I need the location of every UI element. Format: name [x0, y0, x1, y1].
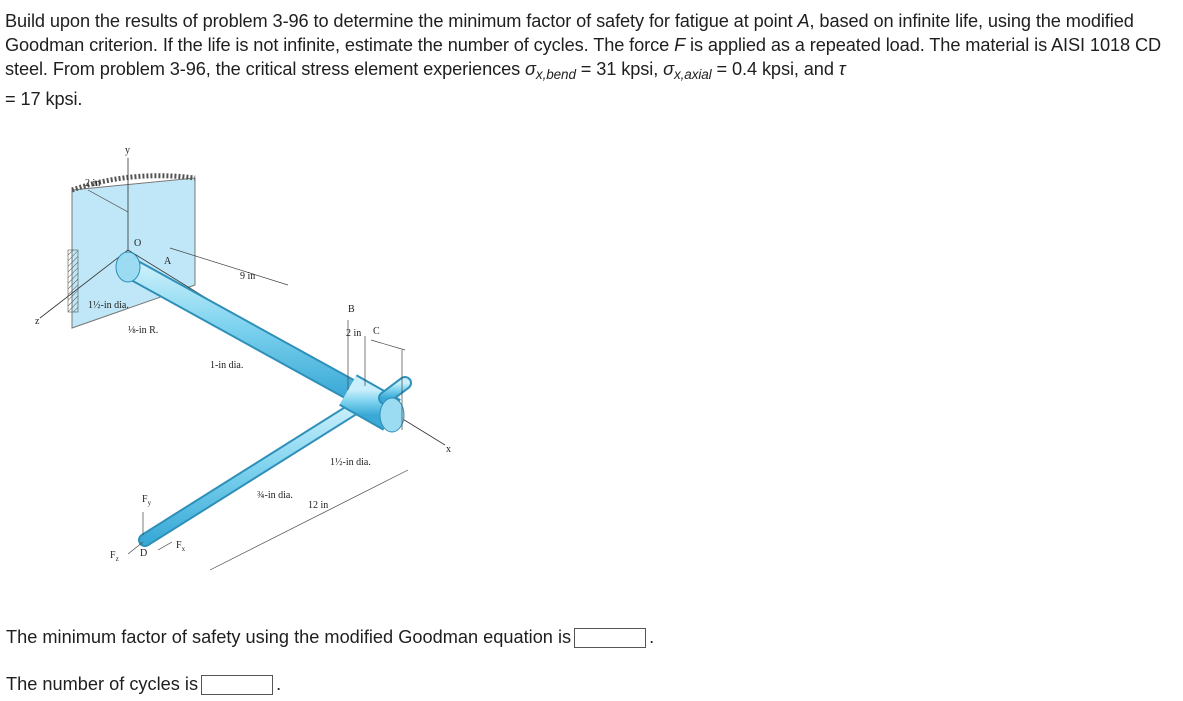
- question-2-period: .: [276, 674, 282, 694]
- force-fy-label: F: [142, 494, 148, 505]
- arm-shaft: [145, 408, 355, 540]
- sigma-bend-subscript: x,bend: [535, 67, 576, 82]
- force-fy-sub: y: [147, 499, 152, 507]
- question-factor-of-safety: [6, 625, 654, 649]
- point-label: A: [797, 11, 810, 31]
- dim-2in-top: 2 in: [85, 178, 101, 189]
- number-of-cycles-input[interactable]: [201, 675, 273, 695]
- tau-value: = 17 kpsi.: [5, 89, 83, 109]
- problem-text-3: is applied as a repeated load. The material is AISI 1018 CD steel. From problem 3-96, the critical stress element experiences: [5, 35, 1162, 79]
- x-axis-label: x: [446, 444, 451, 455]
- y-axis-label: y: [125, 145, 130, 156]
- problem-text-1: Build upon the results of problem 3-96 to determine the minimum factor of safety for fatigue at point: [5, 11, 798, 31]
- point-d-label: D: [140, 548, 148, 559]
- question-2-text: The number of cycles is: [6, 674, 199, 694]
- dim-1in-dia: 1-in dia.: [210, 360, 244, 371]
- sigma-symbol-2: σ: [663, 59, 674, 79]
- svg-text:Fy: [142, 494, 152, 507]
- dim-12in: 12 in: [308, 500, 329, 511]
- force-fx-label: F: [176, 540, 182, 551]
- point-o-label: O: [134, 238, 142, 249]
- sigma-symbol: σ: [525, 59, 536, 79]
- svg-text:Fx: [176, 540, 186, 553]
- main-shaft: [116, 252, 362, 396]
- svg-text:Fz: [110, 550, 119, 563]
- question-number-of-cycles: [6, 672, 281, 696]
- sigma-bend-value: = 31 kpsi,: [575, 59, 664, 79]
- question-1-period: .: [649, 627, 655, 647]
- dim-dia-3-4: ¾-in dia.: [257, 490, 293, 501]
- point-a-label: A: [164, 256, 172, 267]
- force-fx-sub: x: [181, 545, 186, 553]
- dim-dia-1-5b: 1½-in dia.: [330, 457, 371, 468]
- problem-statement: [5, 9, 1175, 111]
- z-axis-label: z: [35, 316, 40, 327]
- collar: [348, 383, 405, 432]
- dim-radius: ⅛-in R.: [128, 325, 159, 336]
- dim-dia-1-5: 1½-in dia.: [88, 300, 129, 311]
- force-fz-label: F: [110, 550, 116, 561]
- force-fz-sub: z: [115, 555, 119, 563]
- dim-9in: 9 in: [240, 271, 256, 282]
- tau-symbol: τ: [838, 59, 846, 79]
- problem-text-2: , based on infinite life, using the modified Goodman criterion. If the life is not infinite, estimate the number of cycles. The force: [5, 11, 1134, 55]
- factor-of-safety-input[interactable]: [574, 628, 646, 648]
- sigma-axial-subscript: x,axial: [674, 67, 712, 82]
- force-label: F: [674, 35, 686, 55]
- shaft-figure: [30, 140, 470, 590]
- sigma-axial-value: = 0.4 kpsi, and: [711, 59, 839, 79]
- point-b-label: B: [348, 304, 355, 315]
- point-c-label: C: [373, 326, 380, 337]
- dim-2in: 2 in: [346, 328, 362, 339]
- question-1-text: The minimum factor of safety using the modified Goodman equation is: [6, 627, 572, 647]
